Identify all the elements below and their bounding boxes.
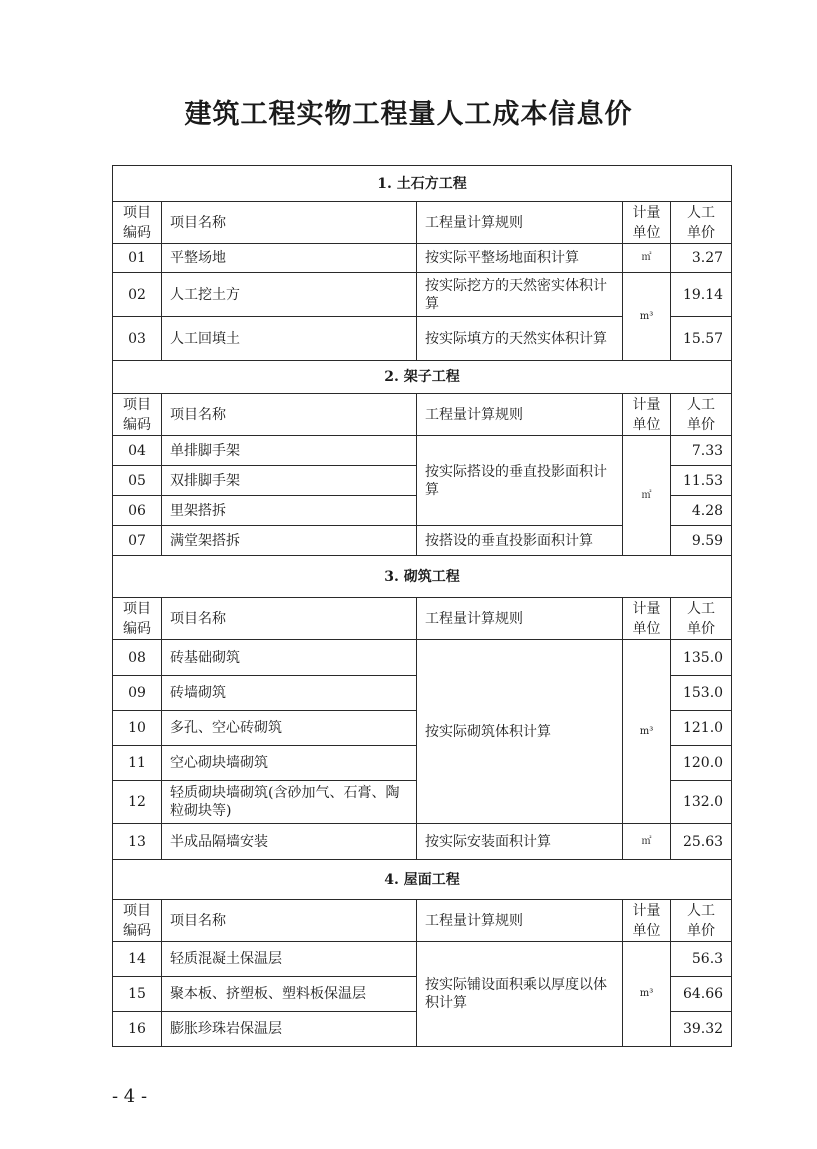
section-title: 4. 屋面工程 [113,860,732,900]
header-rule: 工程量计算规则 [417,202,623,244]
calc-rule: 按实际平整场地面积计算 [417,244,623,273]
section-title-row [113,166,732,202]
item-code: 02 [113,273,162,317]
header-rule: 工程量计算规则 [417,900,623,942]
item-code: 12 [113,781,162,824]
table-row [113,244,732,273]
item-code: 14 [113,942,162,977]
item-name: 平整场地 [162,244,417,273]
header-code: 项目 编码 [113,394,162,436]
table-row [113,273,732,317]
item-name: 轻质砌块墙砌筑(含砂加气、石膏、陶粒砌块等) [162,781,417,824]
unit: m³ [623,640,671,824]
table-row [113,942,732,977]
header-price: 人工 单价 [671,598,732,640]
section-title: 3. 砌筑工程 [113,556,732,598]
page-number: - 4 - [112,1086,148,1107]
item-code: 08 [113,640,162,676]
section-title-row [113,860,732,900]
item-name: 满堂架搭拆 [162,526,417,556]
labor-price: 9.59 [671,526,732,556]
table-row [113,824,732,860]
header-name: 项目名称 [162,202,417,244]
labor-price: 64.66 [671,977,732,1012]
calc-rule: 按实际安装面积计算 [417,824,623,860]
item-name: 人工挖土方 [162,273,417,317]
calc-rule: 按实际挖方的天然密实体积计算 [417,273,623,317]
unit: ㎡ [623,244,671,273]
item-code: 03 [113,317,162,361]
item-code: 16 [113,1012,162,1047]
header-name: 项目名称 [162,900,417,942]
item-name: 轻质混凝土保温层 [162,942,417,977]
item-name: 聚本板、挤塑板、塑料板保温层 [162,977,417,1012]
header-code: 项目 编码 [113,900,162,942]
header-code: 项目 编码 [113,202,162,244]
item-name: 里架搭拆 [162,496,417,526]
header-row [113,202,732,244]
item-name: 多孔、空心砖砌筑 [162,711,417,746]
section-title: 1. 土石方工程 [113,166,732,202]
page-title: 建筑工程实物工程量人工成本信息价 [184,99,633,130]
calc-rule: 按实际填方的天然实体积计算 [417,317,623,361]
labor-price: 4.28 [671,496,732,526]
item-code: 01 [113,244,162,273]
item-code: 07 [113,526,162,556]
unit: ㎡ [623,824,671,860]
unit: m³ [623,273,671,361]
table-row [113,640,732,676]
item-name: 空心砌块墙砌筑 [162,746,417,781]
header-name: 项目名称 [162,598,417,640]
header-rule: 工程量计算规则 [417,394,623,436]
labor-price: 39.32 [671,1012,732,1047]
calc-rule: 按实际砌筑体积计算 [417,640,623,824]
header-unit: 计量 单位 [623,394,671,436]
item-code: 05 [113,466,162,496]
header-row [113,900,732,942]
unit: m³ [623,942,671,1047]
header-row [113,394,732,436]
item-name: 砖基础砌筑 [162,640,417,676]
unit: ㎡ [623,436,671,556]
labor-price: 120.0 [671,746,732,781]
item-name: 单排脚手架 [162,436,417,466]
labor-price: 15.57 [671,317,732,361]
header-name: 项目名称 [162,394,417,436]
section-title-row [113,361,732,394]
labor-price: 132.0 [671,781,732,824]
labor-price: 56.3 [671,942,732,977]
item-code: 10 [113,711,162,746]
header-code: 项目 编码 [113,598,162,640]
item-code: 04 [113,436,162,466]
calc-rule: 按实际铺设面积乘以厚度以体积计算 [417,942,623,1047]
labor-price: 11.53 [671,466,732,496]
labor-price: 121.0 [671,711,732,746]
item-code: 15 [113,977,162,1012]
header-price: 人工 单价 [671,900,732,942]
calc-rule: 按搭设的垂直投影面积计算 [417,526,623,556]
cost-table [112,165,732,1047]
header-price: 人工 单价 [671,394,732,436]
labor-price: 135.0 [671,640,732,676]
labor-price: 19.14 [671,273,732,317]
item-code: 11 [113,746,162,781]
header-price: 人工 单价 [671,202,732,244]
labor-price: 3.27 [671,244,732,273]
item-name: 双排脚手架 [162,466,417,496]
section-title: 2. 架子工程 [113,361,732,394]
header-unit: 计量 单位 [623,598,671,640]
header-rule: 工程量计算规则 [417,598,623,640]
item-name: 膨胀珍珠岩保温层 [162,1012,417,1047]
header-unit: 计量 单位 [623,900,671,942]
calc-rule: 按实际搭设的垂直投影面积计算 [417,436,623,526]
header-unit: 计量 单位 [623,202,671,244]
labor-price: 153.0 [671,676,732,711]
labor-price: 25.63 [671,824,732,860]
item-code: 06 [113,496,162,526]
section-title-row [113,556,732,598]
labor-price: 7.33 [671,436,732,466]
item-code: 09 [113,676,162,711]
item-code: 13 [113,824,162,860]
item-name: 半成品隔墙安装 [162,824,417,860]
table-row [113,436,732,466]
item-name: 砖墙砌筑 [162,676,417,711]
header-row [113,598,732,640]
item-name: 人工回填土 [162,317,417,361]
